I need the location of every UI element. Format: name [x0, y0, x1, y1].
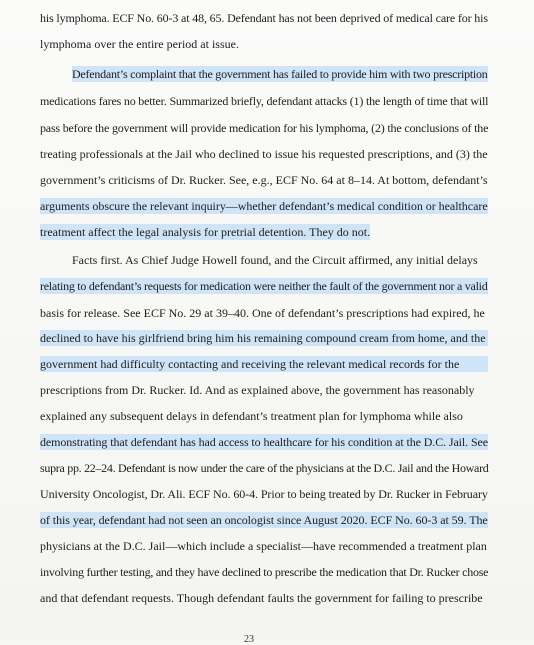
text-line: lymphoma over the entire period at issue.: [40, 37, 239, 51]
text-line: basis for release. See ECF No. 29 at 39–40. One of defendant’s prescriptions had expired, he: [40, 306, 485, 320]
text-line: relating to defendant’s requests for medication were neither the fault of the government nor a valid: [40, 279, 488, 293]
text-line: supra pp. 22–24. Defendant is now under the care of the physicians at the D.C. Jail and the Howard: [40, 461, 489, 475]
text-line: and that defendant requests. Though defendant faults the government for failing to prescribe: [40, 591, 483, 605]
text-line: University Oncologist, Dr. Ali. ECF No. 60-4. Prior to being treated by Dr. Rucker in February: [40, 487, 488, 501]
text-line: his lymphoma. ECF No. 60-3 at 48, 65. Defendant has not been deprived of medical care for his: [40, 11, 488, 25]
text-line: treating professionals at the Jail who declined to issue his requested prescriptions, and (3) the: [40, 147, 488, 161]
text-line: declined to have his girlfriend bring him his remaining compound cream from home, and the: [40, 330, 488, 346]
text-line: government had difficulty contacting and receiving the relevant medical records for the: [40, 356, 488, 372]
text-line: medications fares no better. Summarized briefly, defendant attacks (1) the length of time that will: [40, 94, 489, 108]
text-line: pass before the government will provide medication for his lymphoma, (2) the conclusions of the: [40, 121, 489, 135]
text-line: involving further testing, and they have declined to prescribe the medication that Dr. Rucker chose: [40, 565, 489, 579]
text-line: Defendant’s complaint that the government has failed to provide him with two prescription: [72, 67, 488, 81]
text-line: explained any subsequent delays in defendant’s treatment plan for lymphoma while also: [40, 409, 463, 423]
text-line: physicians at the D.C. Jail—which include a specialist—have recommended a treatment plan: [40, 539, 487, 553]
text-line: prescriptions from Dr. Rucker. Id. And as explained above, the government has reasonably: [40, 383, 475, 397]
text-line: government’s criticisms of Dr. Rucker. See, e.g., ECF No. 64 at 8–14. At bottom, defendant’s: [40, 173, 488, 187]
text-line: treatment affect the legal analysis for pretrial detention. They do not.: [40, 225, 371, 239]
text-line: arguments obscure the relevant inquiry—whether defendant’s medical condition or healthcare: [40, 199, 488, 213]
page-number: 23: [244, 634, 254, 645]
text-line: of this year, defendant had not seen an oncologist since August 2020. ECF No. 60-3 at 59. The: [40, 513, 488, 527]
text-line: demonstrating that defendant has had access to healthcare for his condition at the D.C. Jail. See: [40, 435, 488, 449]
text-line: Facts first. As Chief Judge Howell found, and the Circuit affirmed, any initial delays: [72, 253, 478, 267]
